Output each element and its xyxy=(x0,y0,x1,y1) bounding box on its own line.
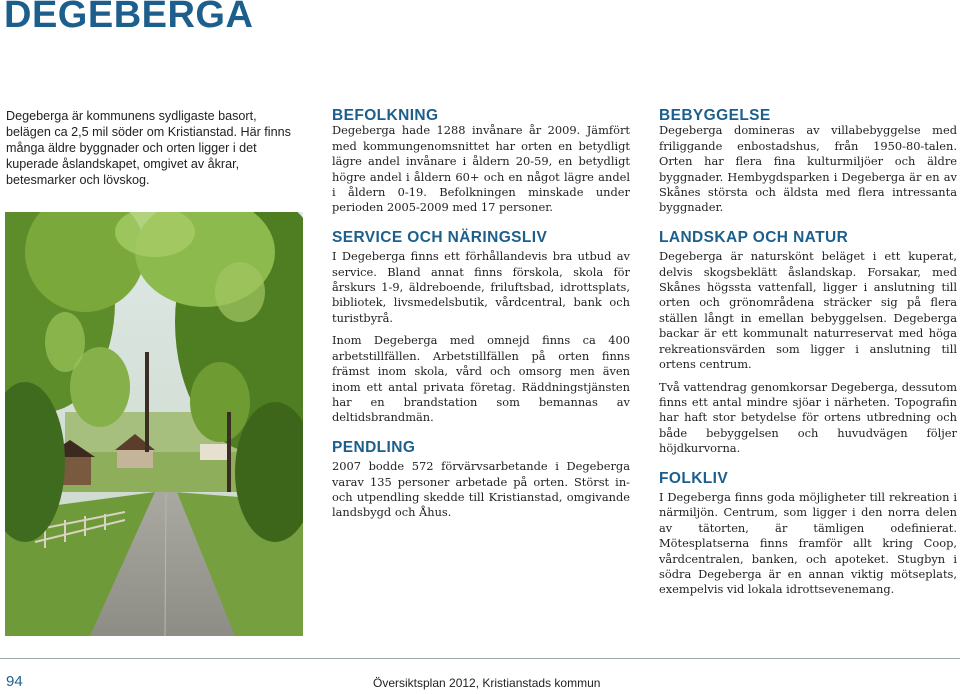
pendling-heading: PENDLING xyxy=(332,438,416,456)
intro-paragraph: Degeberga är kommunens sydligaste basort, belägen ca 2,5 mil söder om Kristianstad. Här finns många äldre byggnader och orten ligger i det kuperade åslandskapet, omgivet av åkrar, betesmarker och lövskog. xyxy=(6,109,291,187)
bebyggelse-heading: BEBYGGELSE xyxy=(659,107,771,124)
footer-divider xyxy=(0,658,960,659)
landskap-paragraph-1: Degeberga är naturskönt beläget i ett kuperat, delvis skogsbeklätt åslandskap. Forsakar, med Skånes högssta vattenfall, ligger i anslutning till orten och grönområdena sträcker sig på flera ställen långt in emellan bebyggelsen. Degeberga backar är ett kommunalt naturreservat med höga rekreationsvärden som ligger i anslutning till ortens centrum. xyxy=(659,249,957,372)
pendling-paragraph: 2007 bodde 572 förvärvsarbetande i Degeberga varav 135 personer arbetade på orten. Störst in- och utpendling skedde till Kristianstad, omgivande landsbygd och Åhus. xyxy=(332,459,630,520)
landskap-paragraph-2: Två vattendrag genomkorsar Degeberga, dessutom finns ett antal mindre sjöar i närheten. Topografin har haft stor betydelse för ortens utbredning och både bebyggelsen och huvudvägen följer höjdkurvorna. xyxy=(659,379,957,456)
page-number: 94 xyxy=(6,673,23,690)
bebyggelse-paragraph: Degeberga domineras av villabebyggelse med friliggande enbostadshus, från 1950-80-talen. Orten har flera fina kulturmiljöer och äldre byggnader. Hembygdsparken i Degeberga är en av Skånes största och äldsta med flera intressanta byggnader. xyxy=(659,123,957,215)
befolkning-heading: BEFOLKNING xyxy=(332,107,439,124)
landskap-heading: LANDSKAP OCH NATUR xyxy=(659,228,849,246)
publication-footer: Översiktsplan 2012, Kristianstads kommun xyxy=(373,676,601,690)
right-column xyxy=(659,108,957,605)
folkliv-heading: FOLKLIV xyxy=(659,469,729,487)
service-heading: SERVICE OCH NÄRINGSLIV xyxy=(332,228,548,246)
befolkning-paragraph: Degeberga hade 1288 invånare år 2009. Jämfört med kommungenomsnittet har orten en betydligt lägre andel invånare i åldern 20-59, en betydligt högre andel i åldern 60+ och en något lägre andel i åldern 0-19. Befolkningen minskade under perioden 2005-2009 med 17 personer. xyxy=(332,123,630,215)
village-road-photo xyxy=(5,212,303,636)
service-paragraph-2: Inom Degeberga med omnejd finns ca 400 arbetstillfällen. Arbetstillfällen på orten finns främst inom skola, vård och omsorg men även inom ett antal privata företag. Räddningstjänsten har en brandstation som bemannas av deltidsbrandmän. xyxy=(332,333,630,425)
service-paragraph-1: I Degeberga finns ett förhållandevis bra utbud av service. Bland annat finns förskola, skola för årskurs 1-9, äldreboende, friluftsbad, idrottsplats, bibliotek, livsmedelsbutik, vårdcentral, bank och turistbyrå. xyxy=(332,249,630,325)
middle-column xyxy=(332,108,630,528)
page-title: DEGEBERGA xyxy=(4,0,254,36)
folkliv-paragraph: I Degeberga finns goda möjligheter till rekreation i närmiljön. Centrum, som ligger i den norra delen av tätorten, är tämligen odefinierat. Mötesplatserna finns framför allt kring Coop, vårdcentralen, banken, och apoteket. Stugbyn i södra Degeberga är en annan viktig mötseplats, exempelvis vid lokala idrottsevenemang. xyxy=(659,489,957,597)
